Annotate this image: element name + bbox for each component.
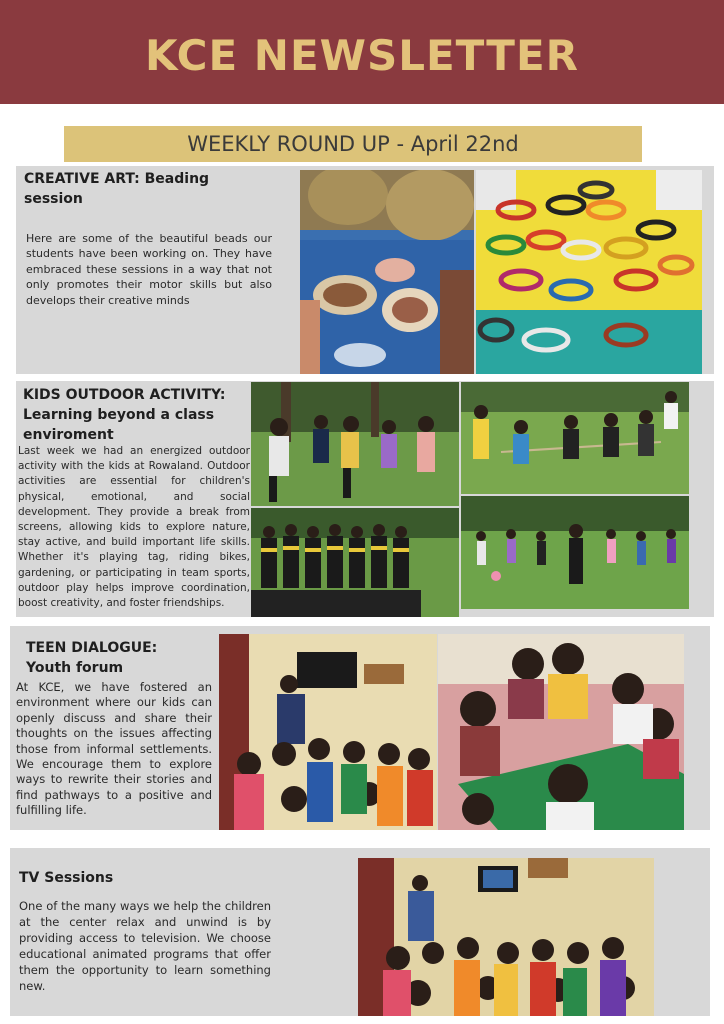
- section-title-line: CREATIVE ART: Beading: [24, 171, 210, 187]
- section-title: [24, 169, 294, 209]
- tv-session-photo: [358, 858, 654, 1016]
- section-creative-art: [16, 166, 714, 374]
- youth-forum-table-photo: [438, 634, 684, 830]
- section-title-line: enviroment: [23, 427, 114, 443]
- tug-of-war-photo: [461, 382, 689, 494]
- kids-outdoor-group-photo: [251, 382, 459, 506]
- newsletter-title: KCE NEWSLETTER: [145, 31, 579, 80]
- section-title-line: session: [24, 191, 83, 207]
- newsletter-header: [0, 0, 724, 104]
- beaded-bracelets-photo: [476, 170, 702, 374]
- section-title: [26, 638, 226, 678]
- section-body: Here are some of the beautiful beads our students have been working on. They have embraced these sessions in a way that not only promotes their motor skills but also develops their creative minds: [26, 232, 272, 307]
- football-team-photo: [251, 508, 459, 617]
- section-title: [23, 385, 251, 445]
- section-title-line: Youth forum: [26, 660, 124, 676]
- kids-playing-field-photo: [461, 496, 689, 609]
- section-tv-sessions: [10, 848, 710, 1016]
- section-title-line: TV Sessions: [19, 870, 114, 886]
- weekly-roundup-banner: WEEKLY ROUND UP - April 22nd: [64, 126, 642, 162]
- beading-students-photo: [300, 170, 474, 374]
- section-outdoor-activity: [16, 381, 714, 617]
- section-teen-dialogue: [10, 626, 710, 830]
- section-body: At KCE, we have fostered an environment where our kids can openly discuss and share their thoughts on the issues affecting those from informal settlements. We encourage them to explore ways to rewrite their stories and find pathways to a positive and fulfilling life.: [16, 680, 212, 818]
- section-title-line: TEEN DIALOGUE:: [26, 640, 158, 656]
- section-title-line: Learning beyond a class: [23, 407, 215, 423]
- section-title-line: KIDS OUTDOOR ACTIVITY:: [23, 387, 226, 403]
- section-body: Last week we had an energized outdoor activity with the kids at Rowaland. Outdoor activities are essential for children's physical, emotional, and social development. They provide a break from screens, allowing kids to explore nature, stay active, and build important life skills. Whether it's playing tag, riding bikes, gardening, or participating in team sports, outdoor play helps improve coordination, boost creativity, and foster friendships.: [18, 445, 250, 610]
- section-body: One of the many ways we help the children at the center relax and unwind is by providing access to television. We choose educational animated programs that offer them the opportunity to learn something new.: [19, 899, 271, 993]
- youth-forum-room-photo: [219, 634, 437, 830]
- section-title: [19, 868, 219, 888]
